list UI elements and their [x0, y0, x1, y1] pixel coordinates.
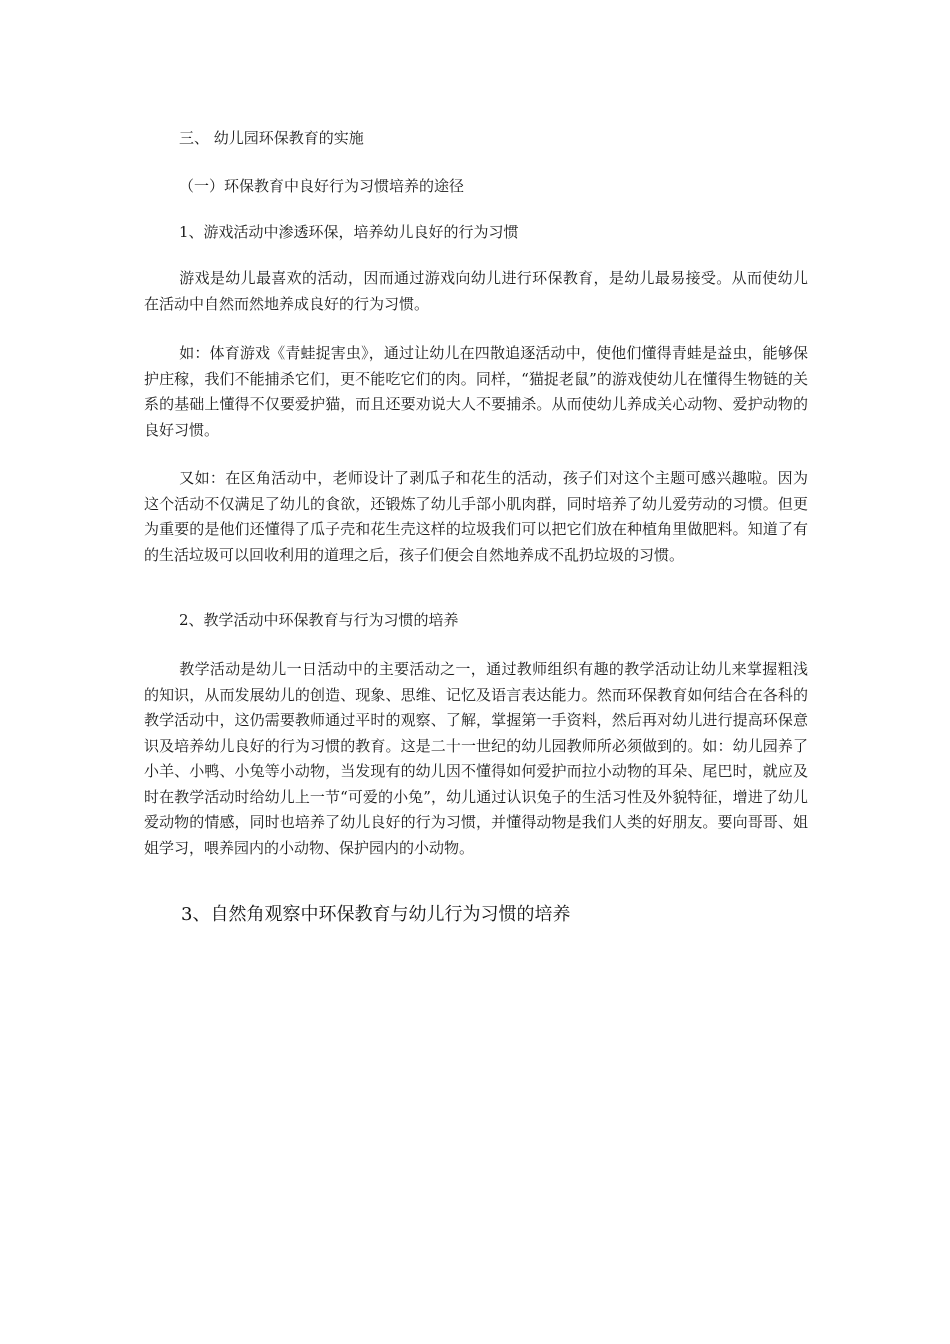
- item2-heading: 2、教学活动中环保教育与行为习惯的培养: [179, 611, 459, 629]
- subsection-heading: （一）环保教育中良好行为习惯培养的途径: [179, 177, 465, 195]
- section-heading: 三、 幼儿园环保教育的实施: [179, 129, 364, 147]
- paragraph-corner-activity: 又如：在区角活动中，老师设计了剥瓜子和花生的活动，孩子们对这个主题可感兴趣啦。因为这个活动不仅满足了幼儿的食欲，还锻炼了幼儿手部小肌肉群，同时培养了幼儿爱劳动的习惯。但更为重要的是他们还懂得了瓜子壳和花生壳这样的垃圾我们可以把它们放在种植角里做肥料。知道了有的生活垃圾可以回收利用的道理之后，孩子们便会自然地养成不乱扔垃圾的习惯。: [144, 469, 808, 564]
- paragraph-teaching-activity: 教学活动是幼儿一日活动中的主要活动之一，通过教师组织有趣的教学活动让幼儿来掌握粗浅的知识，从而发展幼儿的创造、现象、思维、记忆及语言表达能力。然而环保教育如何结合在各科的教学活动中，这仍需要教师通过平时的观察、了解，掌握第一手资料，然后再对幼儿进行提高环保意识及培养幼儿良好的行为习惯的教育。这是二十一世纪的幼儿园教师所必须做到的。如：幼儿园养了小羊、小鸭、小兔等小动物，当发现有的幼儿因不懂得如何爱护而拉小动物的耳朵、尾巴时，就应及时在教学活动时给幼儿上一节“可爱的小兔”，幼儿通过认识兔子的生活习性及外貌特征，增进了幼儿爱动物的情感，同时也培养了幼儿良好的行为习惯，并懂得动物是我们人类的好朋友。要向哥哥、姐姐学习，喂养园内的小动物、保护园内的小动物。: [144, 660, 808, 857]
- item3-heading: 3、自然角观察中环保教育与幼儿行为习惯的培养: [181, 904, 571, 925]
- paragraph-games: 游戏是幼儿最喜欢的活动，因而通过游戏向幼儿进行环保教育，是幼儿最易接受。从而使幼儿在活动中自然而然地养成良好的行为习惯。: [144, 269, 808, 313]
- item1-heading: 1、游戏活动中渗透环保，培养幼儿良好的行为习惯: [179, 223, 519, 241]
- paragraph-frog-game: 如：体育游戏《青蛙捉害虫》，通过让幼儿在四散追逐活动中，使他们懂得青蛙是益虫，能够保护庄稼，我们不能捕杀它们，更不能吃它们的肉。同样，“猫捉老鼠”的游戏使幼儿在懂得生物链的关系的基础上懂得不仅要爱护猫，而且还要劝说大人不要捕杀。从而使幼儿养成关心动物、爱护动物的良好习惯。: [144, 344, 808, 439]
